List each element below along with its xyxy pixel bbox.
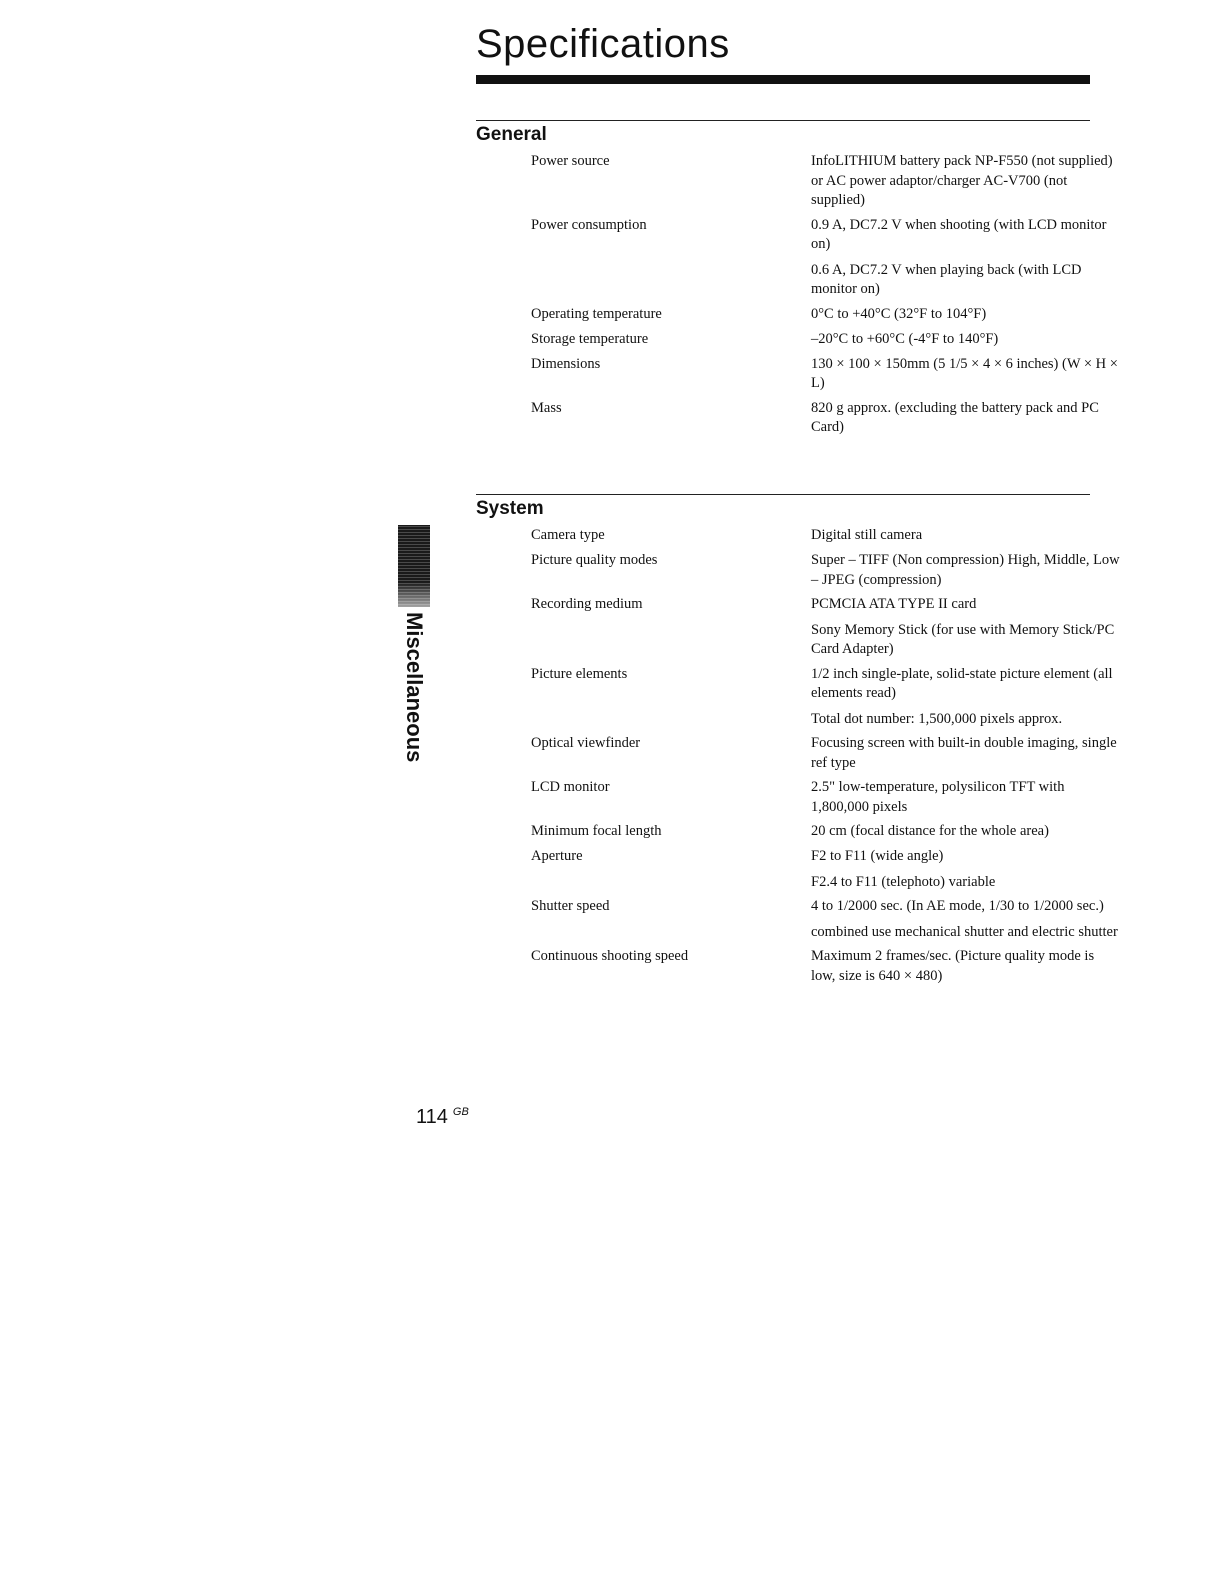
spec-list [476, 526, 1120, 986]
side-tab-label: Miscellaneous [402, 612, 427, 763]
spec-values [811, 551, 1121, 590]
spec-label: Optical viewfinder [531, 735, 641, 751]
spec-row [476, 355, 1118, 394]
spec-values [811, 330, 1121, 350]
spec-row [476, 947, 1095, 986]
spec-values [811, 778, 1121, 817]
spec-value: combined use mechanical shutter and electric shutter [811, 923, 1118, 940]
spec-values [811, 897, 1121, 942]
spec-label: Dimensions [531, 355, 601, 372]
spec-values [811, 665, 1121, 730]
spec-value: 0.9 A, DC7.2 V when shooting (with LCD monitor on) [811, 216, 1107, 252]
spec-values [811, 847, 1121, 892]
page-number [416, 1106, 469, 1129]
spec-label: Operating temperature [531, 305, 662, 322]
spec-value: PCMCIA ATA TYPE II card [811, 596, 977, 612]
spec-row [476, 399, 1099, 438]
spec-value: 1/2 inch single-plate, solid-state picture element (all elements read) [811, 665, 1113, 701]
spec-label: Storage temperature [531, 330, 649, 347]
spec-label: Continuous shooting speed [531, 948, 689, 964]
spec-values [811, 305, 1121, 325]
title-rule [476, 75, 1090, 84]
spec-label: LCD monitor [531, 779, 610, 795]
spec-row [476, 847, 1090, 892]
spec-row [476, 152, 1113, 211]
spec-value: F2.4 to F11 (telephoto) variable [811, 873, 996, 890]
spec-label: Shutter speed [531, 898, 610, 914]
spec-label: Picture quality modes [531, 552, 658, 568]
spec-label: Picture elements [531, 665, 628, 682]
spec-label: Mass [531, 399, 562, 416]
spec-value: Sony Memory Stick (for use with Memory Stick/PC Card Adapter) [811, 621, 1115, 657]
spec-value: 0°C to +40°C (32°F to 104°F) [811, 305, 987, 322]
section-rule [476, 494, 1090, 495]
spec-value: 130 × 100 × 150mm (5 1/5 × 4 × 6 inches) (W × H × L) [811, 355, 1118, 391]
spec-value: InfoLITHIUM battery pack NP-F550 (not supplied) or AC power adaptor/charger AC-V700 (not supplied) [811, 153, 1113, 208]
spec-value: Total dot number: 1,500,000 pixels approx. [811, 710, 1063, 727]
page-number-suffix: GB [452, 1106, 469, 1119]
section-heading: General [476, 124, 547, 145]
spec-values [811, 152, 1121, 211]
spec-value: –20°C to +60°C (-4°F to 140°F) [811, 330, 999, 347]
spec-row [476, 734, 1117, 773]
spec-value: Super – TIFF (Non compression) High, Middle, Low – JPEG (compression) [811, 552, 1120, 588]
spec-label: Aperture [531, 848, 583, 864]
spec-value: Maximum 2 frames/sec. (Picture quality mode is low, size is 640 × 480) [811, 948, 1095, 984]
spec-row [476, 897, 1118, 942]
spec-label: Minimum focal length [531, 823, 662, 839]
spec-value: 4 to 1/2000 sec. (In AE mode, 1/30 to 1/2000 sec.) [811, 898, 1104, 914]
spec-value: 20 cm (focal distance for the whole area) [811, 823, 1049, 839]
side-tab-fade [398, 582, 430, 607]
spec-row [476, 778, 1090, 817]
spec-row [476, 551, 1120, 590]
spec-value: Focusing screen with built-in double imaging, single ref type [811, 735, 1117, 771]
spec-value: Digital still camera [811, 527, 923, 543]
spec-values [811, 595, 1121, 660]
spec-row [476, 216, 1107, 300]
spec-value: 0.6 A, DC7.2 V when playing back (with LCD monitor on) [811, 261, 1082, 297]
spec-row [476, 305, 1090, 325]
spec-label: Camera type [531, 527, 605, 543]
spec-label: Recording medium [531, 596, 643, 612]
spec-values [811, 216, 1121, 300]
section-heading: System [476, 498, 544, 519]
spec-row [476, 665, 1113, 730]
section-rule [476, 120, 1090, 121]
spec-label: Power source [531, 153, 610, 169]
spec-values [811, 947, 1121, 986]
spec-row [476, 526, 1090, 546]
spec-row [476, 330, 1090, 350]
spec-values [811, 526, 1121, 546]
section-general [476, 120, 1118, 443]
spec-row [476, 822, 1090, 842]
spec-value: 2.5" low-temperature, polysilicon TFT with 1,800,000 pixels [811, 779, 1065, 815]
spec-values [811, 734, 1121, 773]
spec-list [476, 152, 1118, 438]
spec-row [476, 595, 1115, 660]
section-system [476, 494, 1120, 991]
spec-label: Power consumption [531, 216, 647, 233]
spec-values [811, 399, 1121, 438]
page-number-value: 114 [416, 1106, 448, 1128]
spec-value: F2 to F11 (wide angle) [811, 848, 944, 864]
spec-values [811, 355, 1121, 394]
spec-values [811, 822, 1121, 842]
spec-value: 820 g approx. (excluding the battery pack and PC Card) [811, 399, 1099, 435]
page-title: Specifications [476, 22, 730, 66]
